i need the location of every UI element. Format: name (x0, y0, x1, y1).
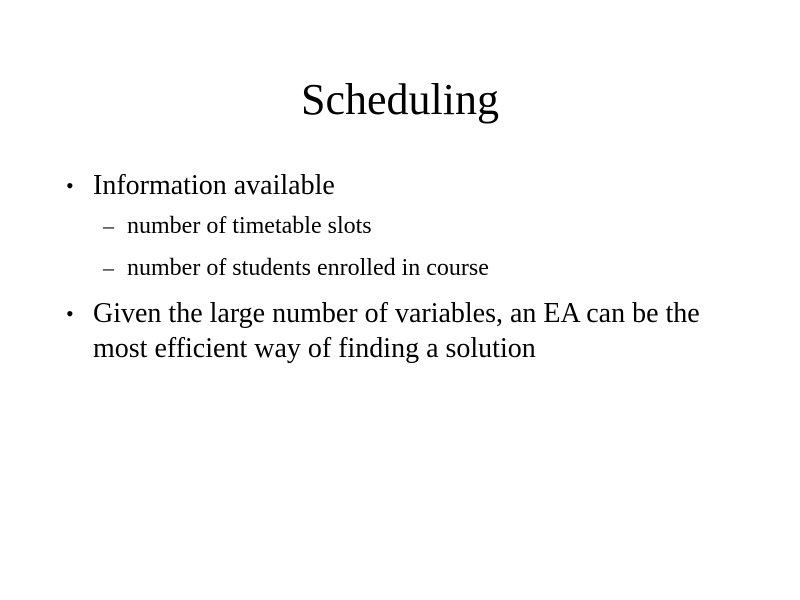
sub-bullet-text: number of students enrolled in course (127, 255, 489, 281)
bullet-text: Information available (93, 170, 335, 201)
bullet-item (66, 296, 746, 366)
sub-bullet-item (93, 211, 746, 241)
bullet-marker: • (66, 173, 74, 198)
dash-marker: – (103, 255, 114, 280)
dash-marker: – (103, 213, 114, 238)
sub-bullet-list (93, 211, 746, 283)
bullet-marker: • (66, 301, 74, 326)
slide-title: Scheduling (301, 75, 499, 124)
bullet-item (66, 168, 746, 283)
sub-bullet-text: number of timetable slots (127, 213, 372, 239)
bullet-text: Given the large number of variables, an EA can be the most efficient way of finding a solution (93, 298, 700, 364)
bullet-list (66, 168, 746, 379)
sub-bullet-item (93, 253, 746, 283)
